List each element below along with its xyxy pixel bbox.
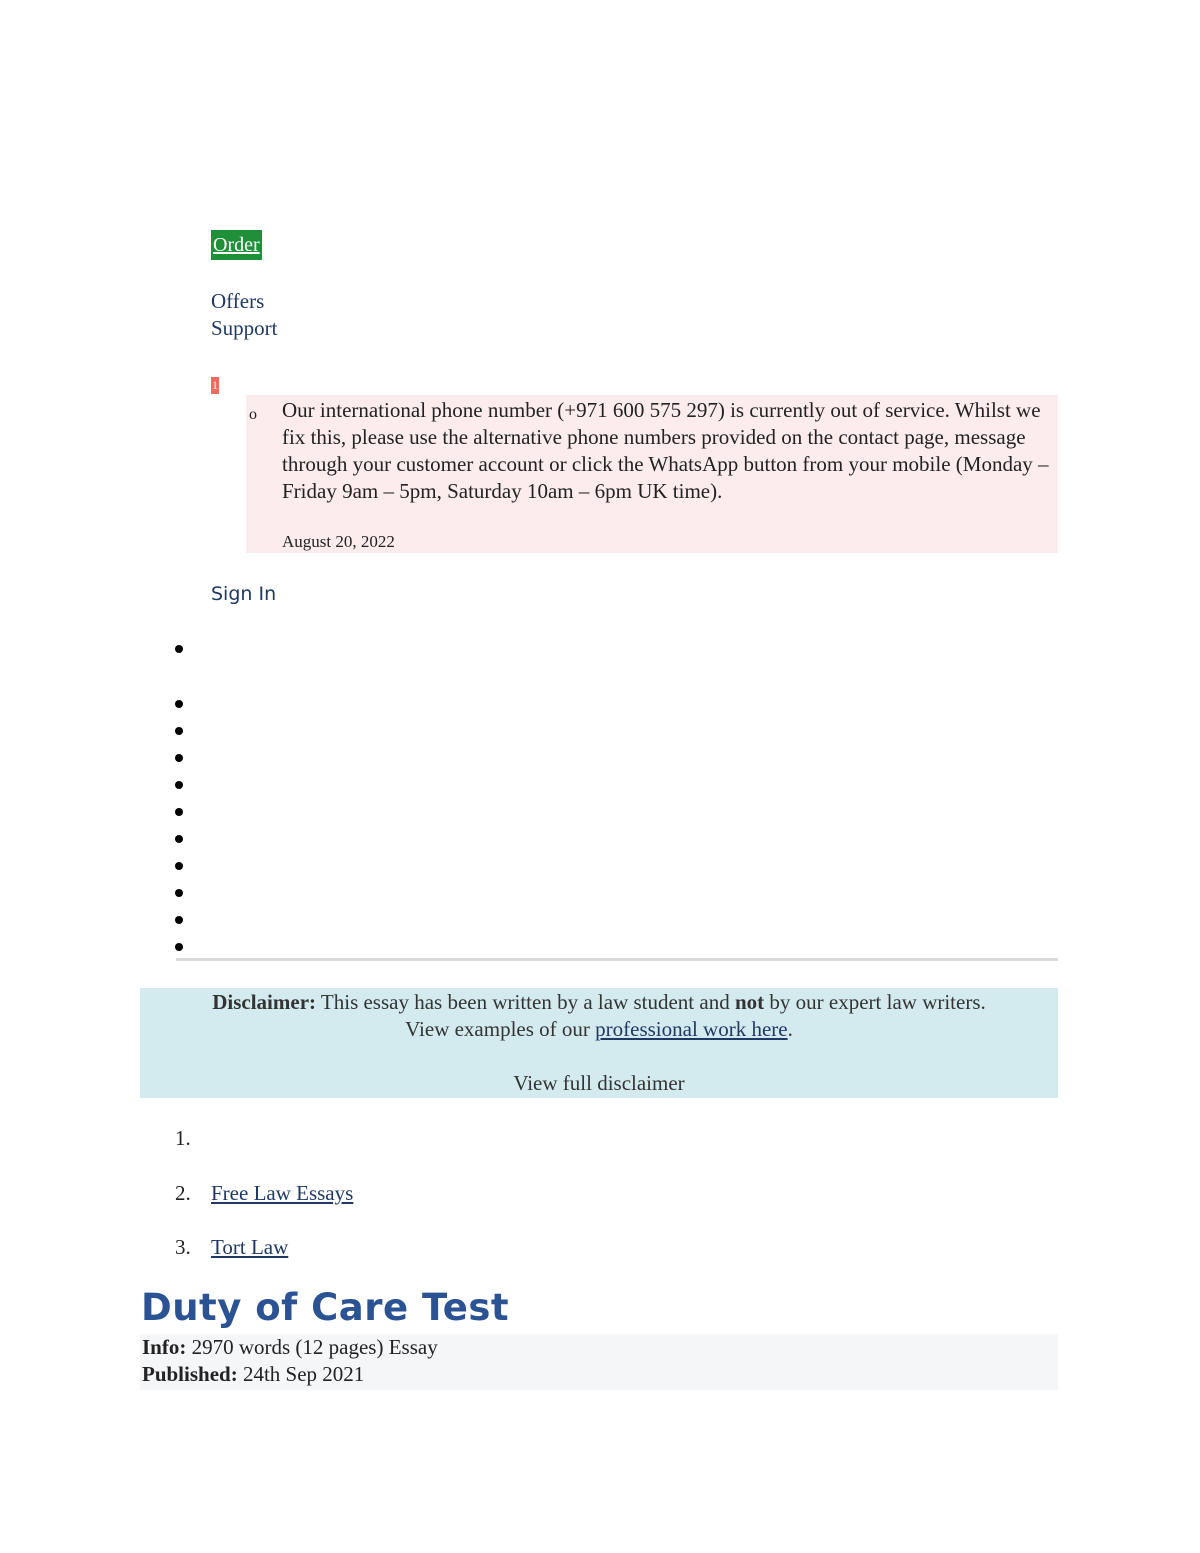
empty-list-bullet	[175, 727, 183, 735]
view-full-disclaimer-link[interactable]: View full disclaimer	[513, 1071, 685, 1095]
disclaimer-box	[140, 988, 1058, 1098]
professional-work-link[interactable]: professional work here	[595, 1017, 788, 1041]
empty-list-bullet	[175, 645, 183, 653]
sign-in-link[interactable]: Sign In	[211, 583, 277, 605]
disclaimer-examples-suffix: .	[787, 1017, 793, 1041]
published-value: 24th Sep 2021	[242, 1362, 365, 1386]
notification-badge[interactable]: 1	[212, 378, 218, 392]
published-label: Published:	[142, 1362, 238, 1386]
empty-list-bullet	[175, 889, 183, 897]
empty-list-bullet	[175, 754, 183, 762]
empty-list-bullet	[175, 862, 183, 870]
divider	[176, 958, 1058, 961]
notice-date: August 20, 2022	[282, 532, 395, 551]
nav-support-link[interactable]: Support	[211, 316, 278, 340]
breadcrumb-tort-law-link[interactable]: Tort Law	[211, 1235, 289, 1259]
order-button[interactable]: Order	[211, 230, 262, 260]
page-title: Duty of Care Test	[141, 1286, 510, 1329]
notice-text: Our international phone number (+971 600 575 297) is currently out of service. Whilst we fix this, please use the alternative phone numbers provided on the contact page, message through your customer account or click the WhatsApp button from your mobile (Monday – Friday 9am – 5pm, Saturday 10am – 6pm UK time).	[282, 398, 1049, 503]
breadcrumb-number: 1.	[175, 1126, 191, 1150]
disclaimer-bold-word: not	[734, 990, 765, 1014]
disclaimer-examples-prefix: View examples of our	[405, 1017, 596, 1041]
nav-offers-link[interactable]: Offers	[211, 289, 265, 313]
empty-list-bullet	[175, 943, 183, 951]
disclaimer-text-end: by our expert law writers.	[764, 990, 986, 1014]
breadcrumb-free-law-essays-link[interactable]: Free Law Essays	[211, 1181, 354, 1205]
article-info-box	[140, 1334, 1058, 1390]
notice-bullet-icon: o	[249, 406, 257, 423]
info-label: Info:	[142, 1335, 187, 1359]
empty-list-bullet	[175, 808, 183, 816]
empty-list-bullet	[175, 700, 183, 708]
empty-list-bullet	[175, 835, 183, 843]
disclaimer-label: Disclaimer:	[212, 990, 317, 1014]
info-value: 2970 words (12 pages) Essay	[191, 1335, 438, 1359]
empty-list-bullet	[175, 916, 183, 924]
empty-list-bullet	[175, 781, 183, 789]
disclaimer-text: This essay has been written by a law student and	[316, 990, 735, 1014]
breadcrumb-number: 3.	[175, 1235, 191, 1259]
breadcrumb-number: 2.	[175, 1181, 191, 1205]
